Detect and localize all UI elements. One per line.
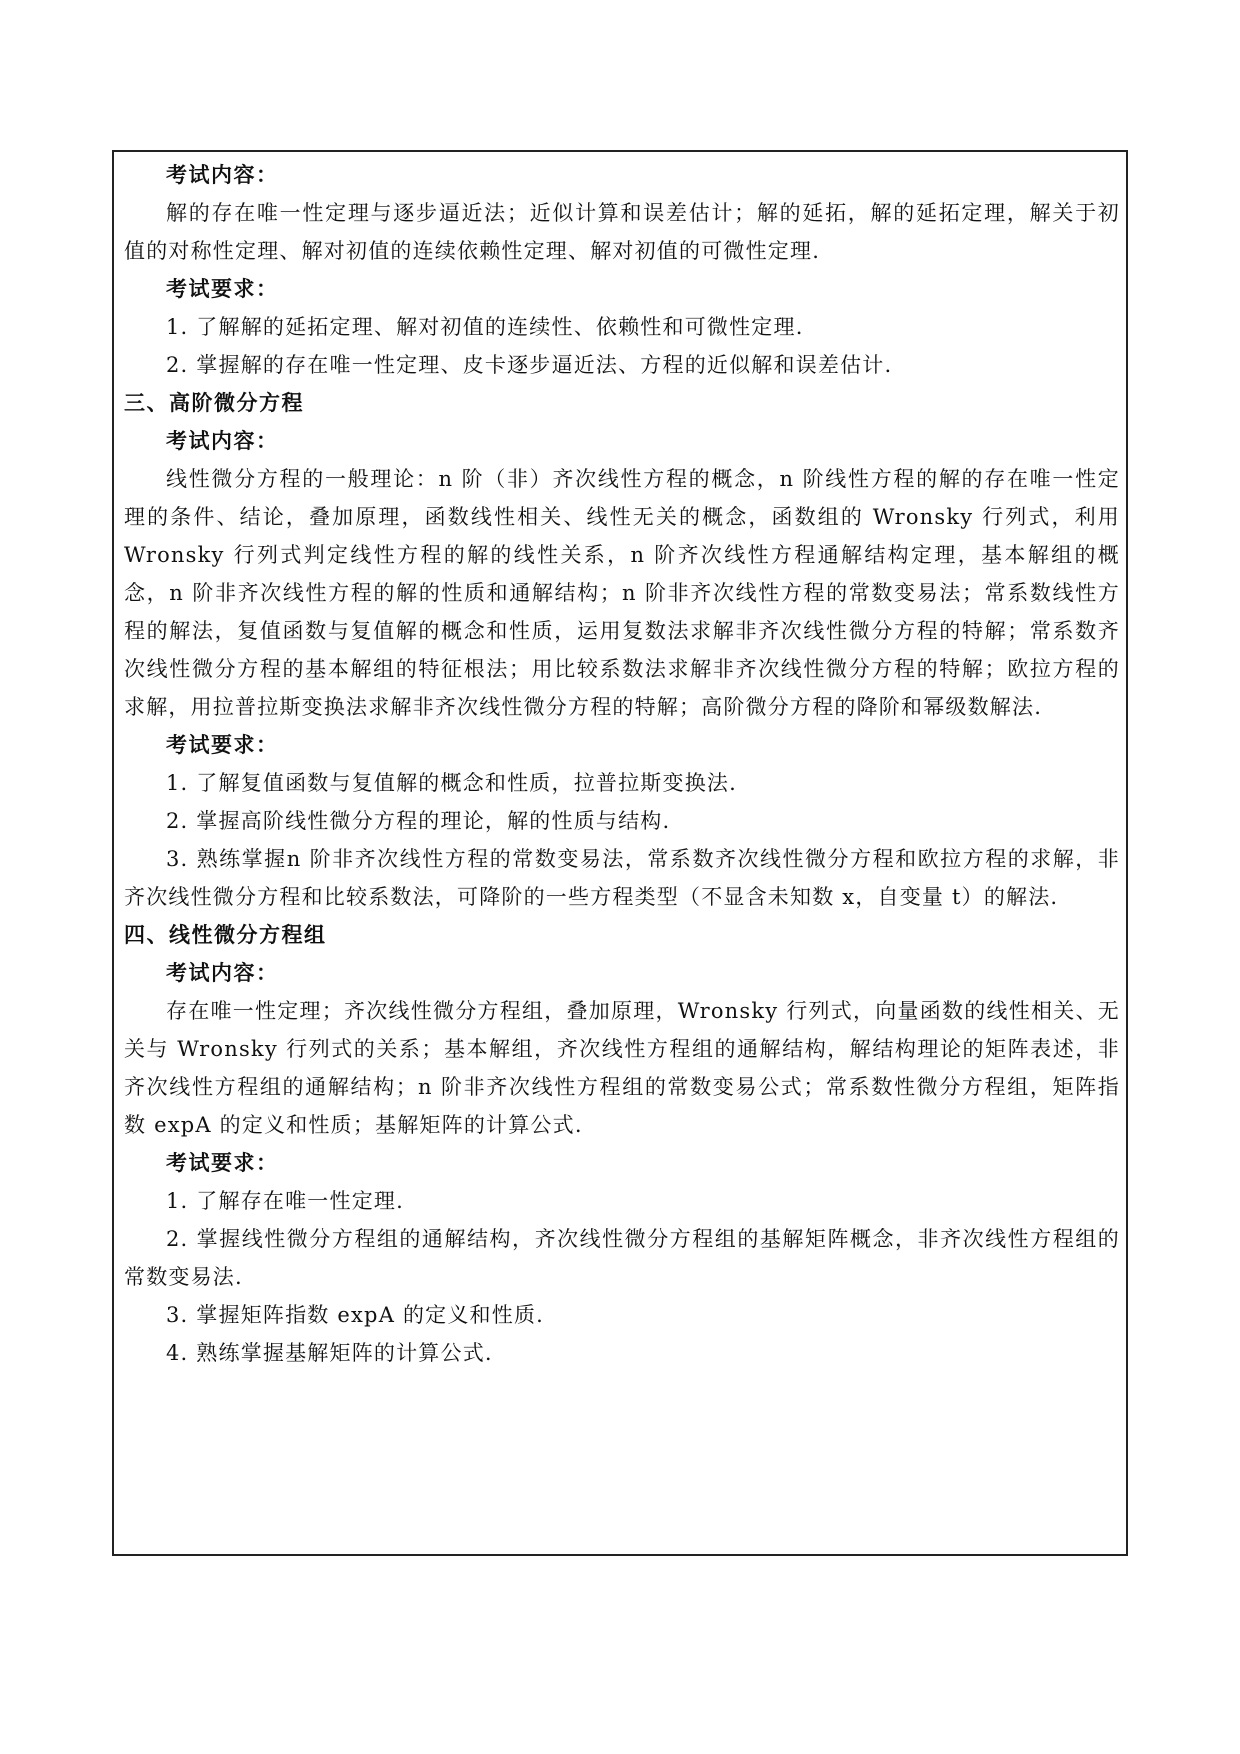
content-table-frame: [112, 150, 1128, 1556]
sec4-content-text: 存在唯一性定理；齐次线性微分方程组，叠加原理，Wronsky 行列式，向量函数的线性相关、无关与 Wronsky 行列式的关系；基本解组，齐次线性方程组的通解结构，解结构理论的矩阵表述，非齐次线性方程组的通解结构；n 阶非齐次线性方程组的常数变易公式；常系数性微分方程组，矩阵指数 expA 的定义和性质；基解矩阵的计算公式.: [124, 999, 1120, 1137]
sec3-title: 三、高阶微分方程: [124, 390, 304, 415]
sec3-requirements-heading: 考试要求：: [166, 732, 279, 757]
sec2-requirements-heading: 考试要求：: [166, 276, 279, 301]
sec4-title: 四、线性微分方程组: [124, 922, 327, 947]
sec4-requirement-1: 1. 了解存在唯一性定理.: [166, 1189, 404, 1213]
content-body: [124, 156, 1120, 1372]
sec2-requirement-2: 2. 掌握解的存在唯一性定理、皮卡逐步逼近法、方程的近似解和误差估计.: [166, 353, 893, 377]
sec3-content-heading: 考试内容：: [166, 428, 279, 453]
sec2-content-heading: 考试内容：: [166, 162, 279, 187]
sec3-requirement-2: 2. 掌握高阶线性微分方程的理论，解的性质与结构.: [166, 809, 671, 833]
sec4-requirement-4: 4. 熟练掌握基解矩阵的计算公式.: [166, 1341, 493, 1365]
sec4-requirements-heading: 考试要求：: [166, 1150, 279, 1175]
sec4-content-heading: 考试内容：: [166, 960, 279, 985]
sec3-requirement-1: 1. 了解复值函数与复值解的概念和性质，拉普拉斯变换法.: [166, 771, 737, 795]
sec2-content-text: 解的存在唯一性定理与逐步逼近法；近似计算和误差估计；解的延拓，解的延拓定理，解关于初值的对称性定理、解对初值的连续依赖性定理、解对初值的可微性定理.: [124, 201, 1120, 263]
sec4-requirement-2: 2. 掌握线性微分方程组的通解结构，齐次线性微分方程组的基解矩阵概念，非齐次线性方程组的常数变易法.: [124, 1227, 1120, 1289]
sec2-requirement-1: 1. 了解解的延拓定理、解对初值的连续性、依赖性和可微性定理.: [166, 315, 804, 339]
sec4-requirement-3: 3. 掌握矩阵指数 expA 的定义和性质.: [166, 1303, 545, 1327]
sec3-content-text: 线性微分方程的一般理论：n 阶（非）齐次线性方程的概念，n 阶线性方程的解的存在唯一性定理的条件、结论，叠加原理，函数线性相关、线性无关的概念，函数组的 Wronsky 行列式，利用 Wronsky 行列式判定线性方程的解的线性关系，n 阶齐次线性方程通解结构定理，基本解组的概念，n 阶非齐次线性方程的解的性质和通解结构；n 阶非齐次线性方程的常数变易法；常系数线性方程的解法，复值函数与复值解的概念和性质，运用复数法求解非齐次线性微分方程的特解；常系数齐次线性微分方程的基本解组的特征根法；用比较系数法求解非齐次线性微分方程的特解；欧拉方程的求解，用拉普拉斯变换法求解非齐次线性微分方程的特解；高阶微分方程的降阶和幂级数解法.: [124, 467, 1120, 719]
sec3-requirement-3: 3. 熟练掌握n 阶非齐次线性方程的常数变易法，常系数齐次线性微分方程和欧拉方程的求解，非齐次线性微分方程和比较系数法，可降阶的一些方程类型（不显含未知数 x，自变量 t）的解法.: [124, 847, 1120, 909]
